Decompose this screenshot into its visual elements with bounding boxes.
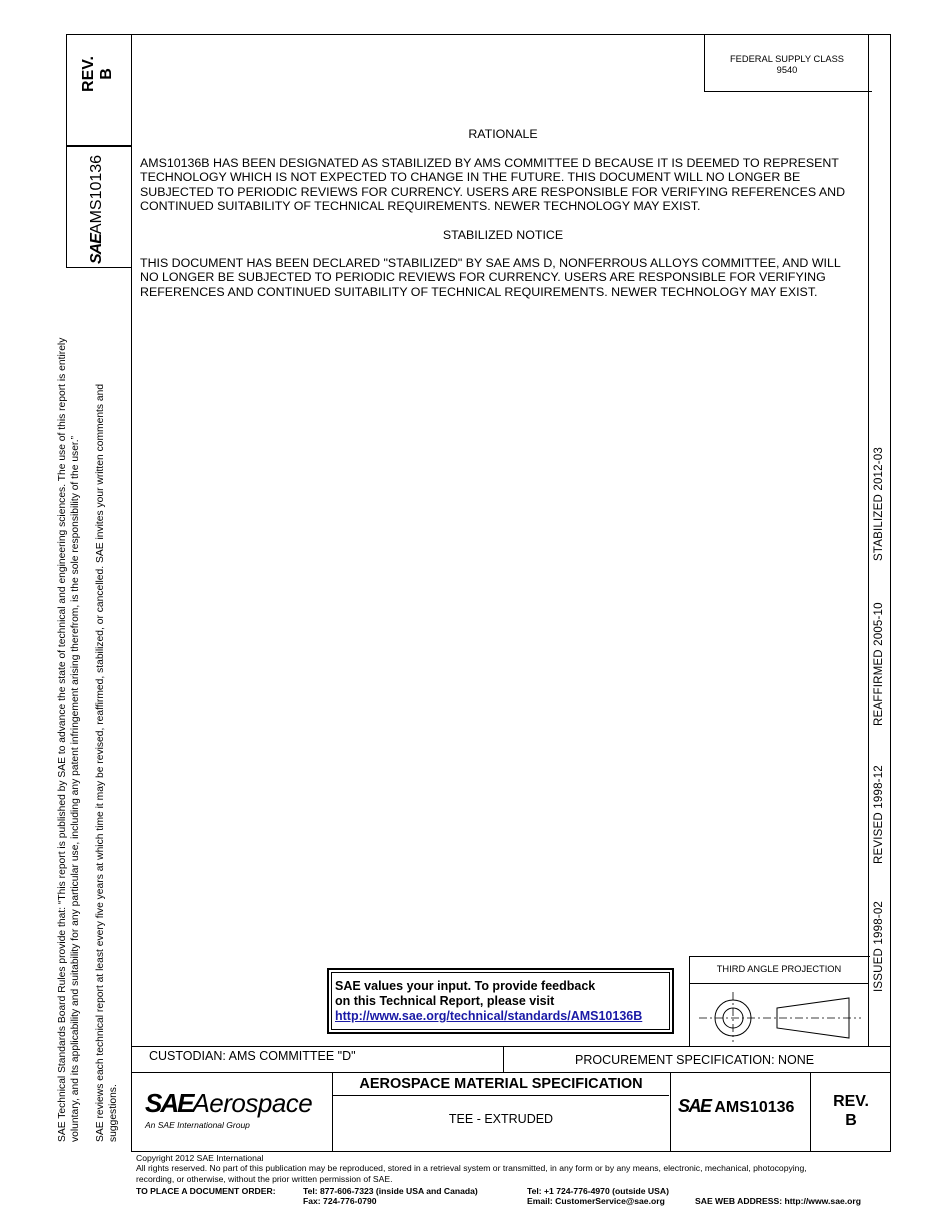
left-docnum: SAEAMS10136 xyxy=(88,154,105,264)
legal-text-1: SAE Technical Standards Board Rules provide that: “This report is published by SAE to advance the state of technical and engineering sciences. The use of this report is entirely xyxy=(57,337,68,1142)
sae-logo-large: SAE xyxy=(145,1088,193,1118)
federal-supply-class: FEDERAL SUPPLY CLASS 9540 xyxy=(729,54,845,75)
spec-title-underline xyxy=(333,1095,669,1096)
footer-docnum-divider xyxy=(670,1072,671,1152)
footer-custodian-divider xyxy=(503,1046,504,1072)
spec-subject: TEE - EXTRUDED xyxy=(448,1112,554,1126)
right-strip-line xyxy=(868,34,869,1046)
aerospace-wordmark: Aerospace xyxy=(192,1088,313,1118)
stabilized-body: THIS DOCUMENT HAS BEEN DECLARED "STABILIZED" BY SAE AMS D, NONFERROUS ALLOYS COMMITTEE, AND WILL NO LONGER BE SUBJECTED TO PERIODIC REVIEWS FOR CURRENCY. USERS ARE RESPONSIBLE FOR VERIFYING REFERENCES AND CONTINUED SUITABILITY OF TECHNICAL REQUIREMENTS. NEWER TECHNOLOGY MAY EXIST. xyxy=(140,256,841,299)
footer-mid-line xyxy=(131,1072,891,1073)
custodian: CUSTODIAN: AMS COMMITTEE "D" xyxy=(149,1049,356,1063)
rationale-body: AMS10136B HAS BEEN DESIGNATED AS STABILIZED BY AMS COMMITTEE D BECAUSE IT IS DEEMED TO REPRESENT TECHNOLOGY WHICH IS NOT EXPECTED TO CHANGE IN THE FUTURE. THIS DOCUMENT WILL NO LONGER BE SUBJECTED TO PERIODIC REVIEWS FOR CURRENCY. USERS ARE RESPONSIBLE FOR VERIFYING REFERENCES AND CONTINUED SUITABILITY OF TECHNICAL REQUIREMENTS. NEWER TECHNOLOGY MAY EXIST. xyxy=(140,156,846,213)
sae-logo-footer: SAE xyxy=(678,1096,711,1116)
spec-title: AEROSPACE MATERIAL SPECIFICATION xyxy=(359,1076,643,1092)
left-rev-label: REV. B xyxy=(80,56,115,92)
date-issued: ISSUED 1998-02 xyxy=(873,900,885,992)
legal-text-4: suggestions. xyxy=(108,1084,119,1142)
third-angle-projection-icon xyxy=(695,988,865,1044)
order-label: TO PLACE A DOCUMENT ORDER: xyxy=(136,1186,276,1196)
rationale-heading: RATIONALE xyxy=(468,127,538,141)
legal-text-2: voluntary, and its applicability and suitability for any particular use, including any patent infringement arising therefrom, is the sole responsibility of the user.” xyxy=(70,435,81,1142)
footer-top-line xyxy=(131,1046,891,1047)
stabilized-heading: STABILIZED NOTICE xyxy=(442,228,564,242)
order-intl: Tel: +1 724-776-4970 (outside USA) Email: CustomerService@sae.org xyxy=(527,1186,669,1207)
feedback-text: SAE values your input. To provide feedback on this Technical Report, please visit http://www.sae.org/technical/standards/AMS10136B xyxy=(335,979,643,1023)
procurement: PROCUREMENT SPECIFICATION: NONE xyxy=(575,1053,815,1067)
copyright-block: Copyright 2012 SAE International All rights reserved. No part of this publication may be reproduced, stored in a retrieval system or transmitted, in any form or by any means, electronic, mechanical, photocopying, recording, or otherwise, without the prior written permission of SAE. xyxy=(136,1153,807,1184)
footer-rev: REV. B xyxy=(833,1093,869,1129)
footer-docnum: SAE AMS10136 xyxy=(678,1096,795,1116)
date-reaffirmed: REAFFIRMED 2005-10 xyxy=(873,602,885,726)
web-address: SAE WEB ADDRESS: http://www.sae.org xyxy=(695,1196,861,1206)
date-revised: REVISED 1998-12 xyxy=(873,765,885,864)
order-phones: Tel: 877-606-7323 (inside USA and Canada) Fax: 724-776-0790 xyxy=(303,1186,478,1207)
projection-divider xyxy=(689,983,869,984)
projection-label: THIRD ANGLE PROJECTION xyxy=(716,964,842,974)
date-stabilized: STABILIZED 2012-03 xyxy=(873,447,885,561)
legal-text-3: SAE reviews each technical report at least every five years at which time it may be revised, reaffirmed, stabilized, or cancelled. SAE invites your written comments and xyxy=(95,383,106,1142)
feedback-link[interactable]: http://www.sae.org/technical/standards/AMS10136B xyxy=(335,1009,643,1023)
logo-tagline: An SAE International Group xyxy=(145,1120,250,1130)
sae-aerospace-logo xyxy=(145,1088,312,1119)
sae-logo-small: SAE xyxy=(88,234,105,264)
